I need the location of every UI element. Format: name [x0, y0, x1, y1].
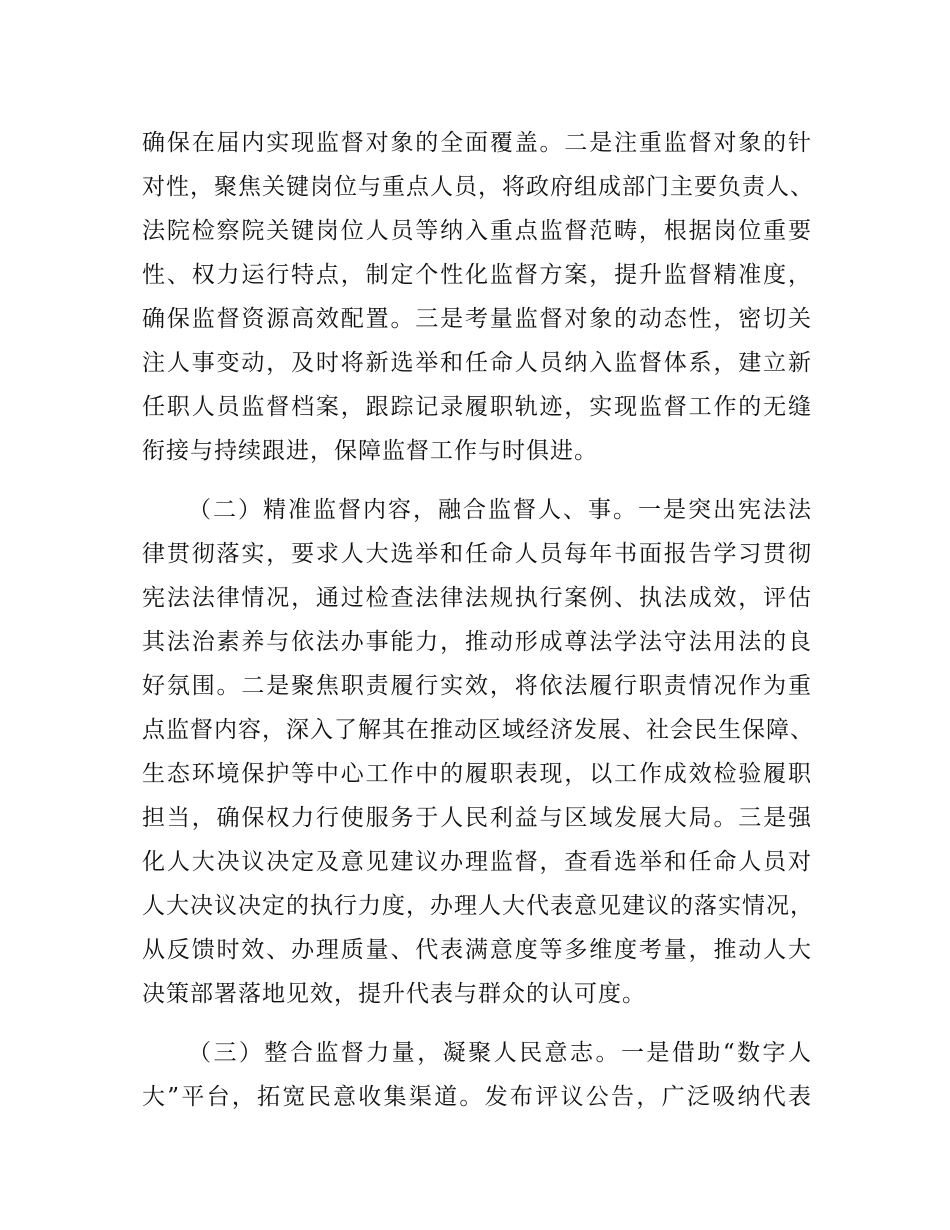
text-line: 决策部署落地见效，提升代表与群众的认可度。: [142, 981, 646, 1007]
section-heading-line: （三）整合监督力量，凝聚人民意志。一是借助“数字人: [188, 1040, 812, 1066]
text-line: 律贯彻落实，要求人大选举和任命人员每年书面报告学习贯彻: [142, 541, 812, 567]
text-line: 化人大决议决定及意见建议办理监督，查看选举和任命人员对: [142, 849, 812, 875]
text-line: 好氛围。二是聚焦职责履行实效，将依法履行职责情况作为重: [142, 673, 812, 699]
paragraph-2: [142, 488, 812, 1016]
paragraph-1: [142, 121, 812, 473]
text-line: 生态环境保护等中心工作中的履职表现，以工作成效检验履职: [142, 761, 812, 787]
text-line: 任职人员监督档案，跟踪记录履职轨迹，实现监督工作的无缝: [142, 394, 812, 420]
document-body: [142, 121, 812, 1119]
paragraph-spacing: [142, 473, 812, 488]
section-heading-line: （二）精准监督内容，融合监督人、事。一是突出宪法法: [188, 497, 812, 523]
text-line: 性、权力运行特点，制定个性化监督方案，提升监督精准度，: [142, 262, 812, 288]
text-line: 其法治素养与依法办事能力，推动形成尊法学法守法用法的良: [142, 629, 812, 655]
text-line: 点监督内容，深入了解其在推动区域经济发展、社会民生保障、: [142, 717, 814, 743]
text-line: 从反馈时效、办理质量、代表满意度等多维度考量，推动人大: [142, 937, 812, 963]
text-line: 担当，确保权力行使服务于人民利益与区域发展大局。三是强: [142, 805, 812, 831]
text-line: 法院检察院关键岗位人员等纳入重点监督范畴，根据岗位重要: [142, 218, 812, 244]
text-line: 大”平台，拓宽民意收集渠道。发布评议公告，广泛吸纳代表: [142, 1084, 812, 1110]
text-line: 注人事变动，及时将新选举和任命人员纳入监督体系，建立新: [142, 350, 812, 376]
text-line: 确保监督资源高效配置。三是考量监督对象的动态性，密切关: [142, 306, 812, 332]
text-line: 宪法法律情况，通过检查法律法规执行案例、执法成效，评估: [142, 585, 812, 611]
text-line: 衔接与持续跟进，保障监督工作与时俱进。: [142, 438, 598, 464]
paragraph-3: [142, 1031, 812, 1119]
paragraph-spacing: [142, 1016, 812, 1031]
text-line: 确保在届内实现监督对象的全面覆盖。二是注重监督对象的针: [142, 130, 812, 156]
text-line: 人大决议决定的执行力度，办理人大代表意见建议的落实情况，: [142, 893, 814, 919]
text-line: 对性，聚焦关键岗位与重点人员，将政府组成部门主要负责人、: [142, 174, 814, 200]
